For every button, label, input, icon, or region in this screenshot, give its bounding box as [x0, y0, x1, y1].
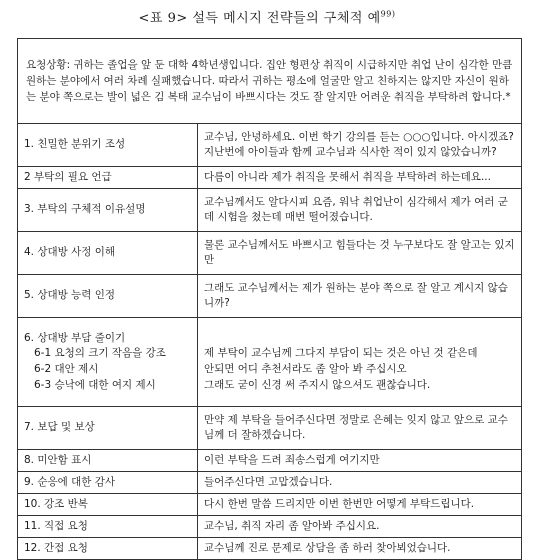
example-cell: 만약 제 부탁을 들어주신다면 정말로 은혜는 잊지 않고 앞으로 교수님께 더 잘하겠습니다.	[198, 407, 522, 450]
example-cell: 그래도 교수님께서는 제가 원하는 분야 쪽으로 잘 알고 계시지 않습니까?	[198, 275, 522, 318]
table-row	[18, 318, 522, 407]
strategy-cell: 2 부탁의 필요 언급	[18, 167, 198, 189]
table-row	[18, 450, 522, 472]
example-cell	[198, 318, 522, 407]
table-row	[18, 189, 522, 232]
example-cell: 교수님께 진로 문제로 상담을 좀 하러 찾아뵈었습니다.	[198, 538, 522, 560]
table-row	[18, 167, 522, 189]
example-cell: 교수님, 취직 자리 좀 알아봐 주십시요.	[198, 516, 522, 538]
example-cell: 다시 한번 말씀 드리지만 이번 한번만 어떻게 부탁드립니다.	[198, 494, 522, 516]
strategy-cell	[18, 318, 198, 407]
strategy-cell: 8. 미안함 표시	[18, 450, 198, 472]
sub-strategy: 6-3 승낙에 대한 여지 제시	[34, 378, 156, 391]
sub-strategy: 6-1 요청의 크기 작음을 강조	[34, 347, 166, 360]
sub-example: 안되면 어디 추천서라도 좀 알아 봐 주십시오	[204, 363, 407, 375]
table-row	[18, 494, 522, 516]
strategy-cell: 5. 상대방 능력 인정	[18, 275, 198, 318]
strategy-cell: 3. 부탁의 구체적 이유설명	[18, 189, 198, 232]
strategy-cell: 4. 상대방 사정 이해	[18, 232, 198, 275]
title-footnote: 99)	[380, 9, 396, 19]
strategy-cell: 12. 간접 요청	[18, 538, 198, 560]
strategy-cell: 9. 순응에 대한 감사	[18, 472, 198, 494]
sub-strategy: 6-2 대안 제시	[34, 363, 99, 375]
table-row	[18, 232, 522, 275]
example-cell: 교수님, 안녕하세요. 이번 학기 강의를 듣는 ○○○입니다. 아시겠죠? 지난번에 아이들과 함께 교수님과 식사한 적이 있지 않았습니까?	[198, 124, 522, 167]
strategy-cell: 1. 친밀한 분위기 조성	[18, 124, 198, 167]
strategy-heading: 6. 상대방 부담 줄이기	[24, 331, 126, 344]
example-cell: 교수님께서도 알다시피 요즘, 워낙 취업난이 심각해서 제가 여러 군데 시험을 쳤는데 매번 떨어졌습니다.	[198, 189, 522, 232]
context-row	[18, 39, 522, 124]
sub-example: 제 부탁이 교수님께 그다지 부담이 되는 것은 아닌 것 같은데	[204, 347, 478, 360]
example-cell: 이런 부탁을 드려 죄송스럽게 여기지만	[198, 450, 522, 472]
table-row	[18, 407, 522, 450]
strategy-cell: 10. 강조 반복	[18, 494, 198, 516]
table-row	[18, 538, 522, 560]
persuasion-strategy-table	[17, 38, 522, 560]
example-cell: 들어주신다면 고맙겠습니다.	[198, 472, 522, 494]
table-row	[18, 472, 522, 494]
strategy-cell: 11. 직접 요청	[18, 516, 198, 538]
sub-example: 그래도 굳이 신경 써 주지시 않으셔도 괜찮습니다.	[204, 378, 431, 391]
table-row	[18, 516, 522, 538]
strategy-cell: 7. 보답 및 보상	[18, 407, 198, 450]
table-title	[0, 7, 534, 26]
example-cell: 물론 교수님께서도 바쁘시고 힘들다는 것 누구보다도 잘 알고는 있지만	[198, 232, 522, 275]
example-cell: 다름이 아니라 제가 취직을 못해서 취직을 부탁하려 하는데요...	[198, 167, 522, 189]
table-title-text: <표 9> 설득 메시지 전략들의 구체적 예	[138, 11, 381, 26]
table-row	[18, 124, 522, 167]
table-row	[18, 275, 522, 318]
request-context: 요청상황: 귀하는 졸업을 앞 둔 대학 4학년생입니다. 집안 형편상 취직이 시급하지만 취업 난이 심각한 만큼 원하는 분야에서 여러 차례 실패했습니다. 따라서 귀하는 평소에 얼굴만 알고 친하지는 않지만 자신이 원하는 분야 쪽으로는 발이 넓은 김 복태 교수님이 바쁘시다는 것도 잘 알지만 어려운 취직을 부탁하려 합니다.*	[18, 39, 522, 124]
